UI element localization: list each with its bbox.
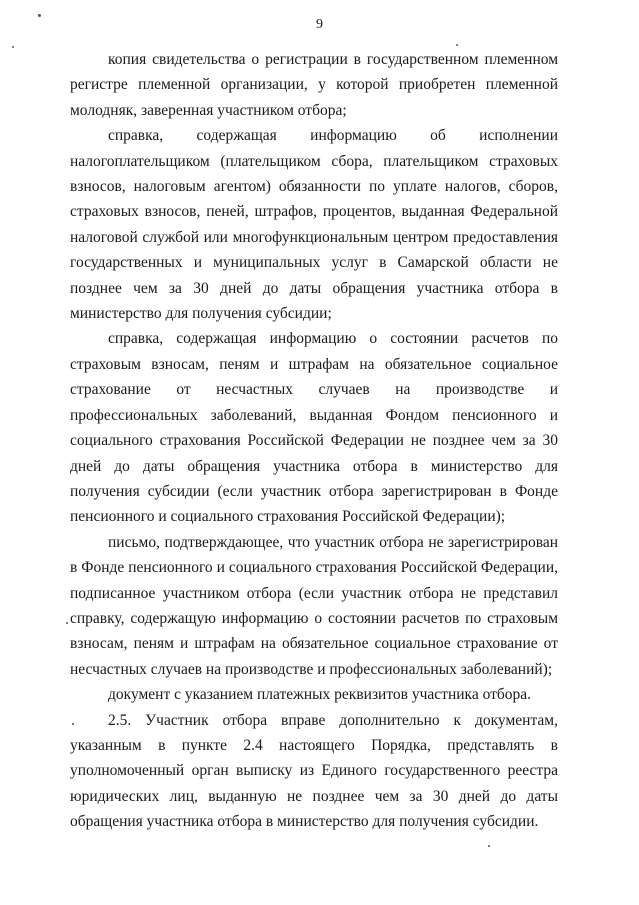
paragraph-payment-details: документ с указанием платежных реквизитов участника отбора. xyxy=(108,686,532,704)
page-number: 9 xyxy=(316,17,323,32)
paragraph-section-2-5: 2.5. Участник отбора вправе дополнительно к документам, указанным в пункте 2.4 настоящего Порядка, представлять в уполномоченный орган выписку из Единого государственного реестра юридических лиц, выданную не позднее чем за 30 дней до даты обращения участника отбора в министерство для получения субсидии. xyxy=(70,711,558,831)
paragraph-breeding-certificate: копия свидетельства о регистрации в государственном племенном регистре племенной организации, у которой приобретен племенной молодняк, заверенная участником отбора; xyxy=(70,51,558,119)
paragraph-not-registered-letter: письмо, подтверждающее, что участник отбора не зарегистрирован в Фонде пенсионного и социального страхования Российской Федерации, подписанное участником отбора (если участник отбора не представил справку, содержащую информацию о состоянии расчетов по страховым взносам, пеням и штрафам на обязательное социальное страхование от несчастных случаев на производстве и профессиональных заболеваний); xyxy=(70,533,558,678)
scan-speck xyxy=(488,845,490,847)
scan-speck xyxy=(12,46,14,48)
scan-speck xyxy=(72,723,74,725)
paragraph-insurance-certificate: справка, содержащая информацию о состоянии расчетов по страховым взносам, пеням и штрафам на обязательное социальное страхование от несчастных случаев на производстве и профессиональных заболеваний, выданная Фондом пенсионного и социального страхования Российской Федерации не позднее чем за 30 дней до даты обращения участника отбора в министерство для получения субсидии (если участник отбора зарегистрирован в Фонде пенсионного и социального страхования Российской Федерации); xyxy=(70,330,558,526)
scan-speck xyxy=(38,14,41,17)
scan-speck xyxy=(66,622,68,624)
scan-speck xyxy=(456,44,458,46)
document-body xyxy=(70,47,558,835)
paragraph-tax-certificate: справка, содержащая информацию об исполнении налогоплательщиком (плательщиком сбора, плательщиком страховых взносов, налоговым агентом) обязанности по уплате налогов, сборов, страховых взносов, пеней, штрафов, процентов, выданная Федеральной налоговой службой или многофункциональным центром предоставления государственных и муниципальных услуг в Самарской области не позднее чем за 30 дней до даты обращения участника отбора в министерство для получения субсидии; xyxy=(70,127,558,323)
